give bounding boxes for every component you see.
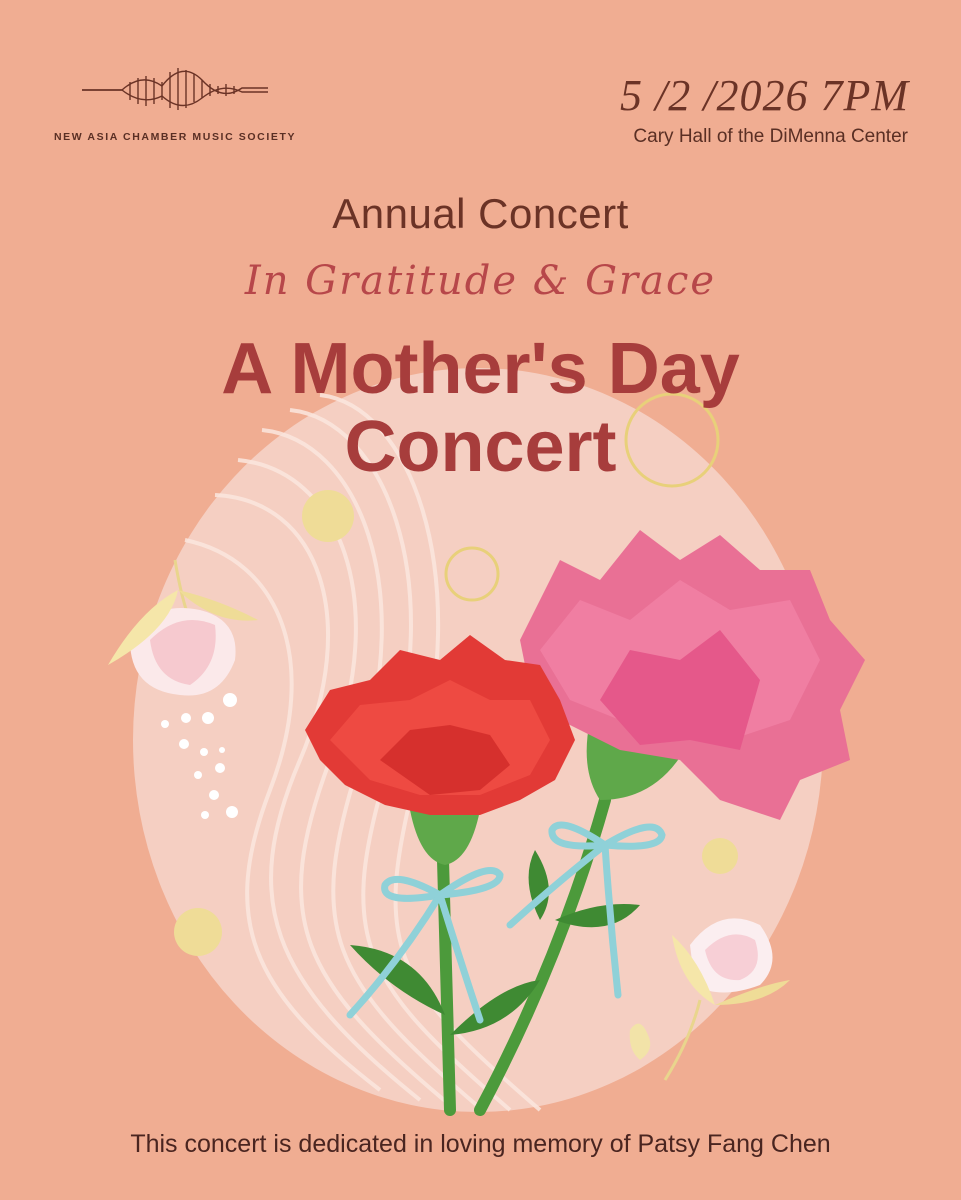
gold-dot-icon — [702, 838, 738, 874]
dedication-text: This concert is dedicated in loving memory of Patsy Fang Chen — [130, 1130, 831, 1158]
organization-name: NEW ASIA CHAMBER MUSIC SOCIETY — [54, 131, 297, 143]
event-venue: Cary Hall of the DiMenna Center — [633, 126, 908, 147]
main-title-line-1: A Mother's Day — [221, 329, 740, 409]
sound-wave-logo-icon — [82, 62, 268, 114]
annual-concert-heading: Annual Concert — [332, 190, 629, 237]
gold-dot-icon — [302, 490, 354, 542]
main-title — [0, 330, 961, 486]
gold-dot-icon — [174, 908, 222, 956]
script-subtitle: In Gratitude & Grace — [244, 258, 717, 304]
event-date-time: 5 /2 /2026 7PM — [620, 71, 909, 120]
main-title-line-2: Concert — [344, 407, 617, 487]
